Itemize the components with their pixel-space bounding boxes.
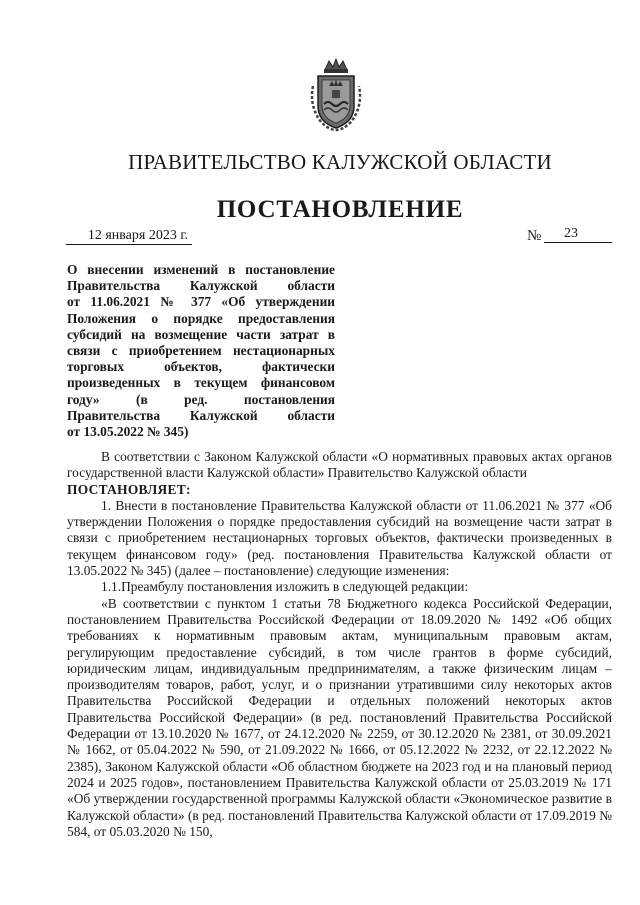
- coat-of-arms-icon: [305, 56, 367, 132]
- preamble-text: В соответствии с Законом Калужской области «О нормативных правовых актах органов государственной власти Калужской области» Правительство Калужской области: [67, 449, 612, 481]
- decree-word: ПОСТАНОВЛЯЕТ:: [67, 481, 191, 497]
- quoted-preamble-paragraph: «В соответствии с пунктом 1 статьи 78 Бюджетного кодекса Российской Федерации, постановлением Правительства Российской Федерации от 18.09.2020 № 1492 «Об общих требованиях к нормативным правовым актам, муниципальным правовым актам, регулирующим предоставление субсидий, в том числе грантов в форме субсидий, юридическим лицам, индивидуальным предпринимателям, а также физическим лицам – производителям товаров, работ, услуг, и о признании утратившими силу некоторых актов Правительства Российской Федерации и отдельных положений некоторых актов Правительства Российской Федерации» (в ред. постановлений Правительства Российской Федерации от 13.10.2020 № 1677, от 24.12.2020 № 2259, от 30.12.2020 № 2381, от 30.09.2021 № 1662, от 05.04.2022 № 590, от 21.09.2022 № 1666, от 05.12.2022 № 2232, от 22.12.2022 № 2385), Законом Калужской области «Об областном бюджете на 2023 год и на плановый период 2024 и 2025 годов», постановлением Правительства Калужской области от 25.03.2019 № 171 «Об утверждении государственной программы Калужской области «Экономическое развитие в Калужской области» (в ред. постановлений Правительства Калужской области от 17.09.2019 № 584, от 05.03.2020 № 150,: [67, 595, 612, 839]
- document-number: 23: [544, 226, 612, 243]
- preamble-paragraph: [67, 449, 612, 482]
- document-type: ПОСТАНОВЛЕНИЕ: [216, 196, 464, 223]
- government-title: ПРАВИТЕЛЬСТВО КАЛУЖСКОЙ ОБЛАСТИ: [128, 150, 552, 174]
- document-body: [67, 449, 612, 840]
- subject-line: от 13.05.2022 № 345): [67, 424, 189, 440]
- subject-line: связи с приобретением нестационарных: [67, 343, 335, 359]
- subject-line: году» (в ред. постановления: [67, 391, 335, 407]
- document-subject: [67, 262, 335, 440]
- subject-line: Правительства Калужской области: [67, 278, 335, 294]
- subject-line: О внесении изменений в постановление: [67, 262, 335, 277]
- decree-paragraph: [67, 482, 612, 498]
- subject-line: Положения о порядке предоставления: [67, 310, 335, 326]
- item-1-paragraph: 1. Внести в постановление Правительства Калужской области от 11.06.2021 № 377 «Об утверждении Положения о порядке предоставления субсидий на возмещение части затрат в связи с приобретением нестационарных торговых объектов, фактически произведенных в текущем финансовом году» (ред. постановления Правительства Калужской области от 13.05.2022 № 345) (далее – постановление) следующие изменения:: [67, 497, 612, 579]
- subject-line: от 11.06.2021 № 377 «Об утверждении: [67, 294, 335, 310]
- item-1-1-paragraph: 1.1.Преамбулу постановления изложить в следующей редакции:: [101, 579, 469, 595]
- document-date: 12 января 2023 г.: [66, 228, 192, 245]
- subject-line: произведенных в текущем финансовом: [67, 375, 335, 391]
- subject-line: торговых объектов, фактически: [67, 359, 335, 375]
- number-sign: №: [527, 228, 542, 244]
- subject-line: Правительства Калужской области: [67, 407, 335, 423]
- subject-line: субсидий на возмещение части затрат в: [67, 326, 335, 342]
